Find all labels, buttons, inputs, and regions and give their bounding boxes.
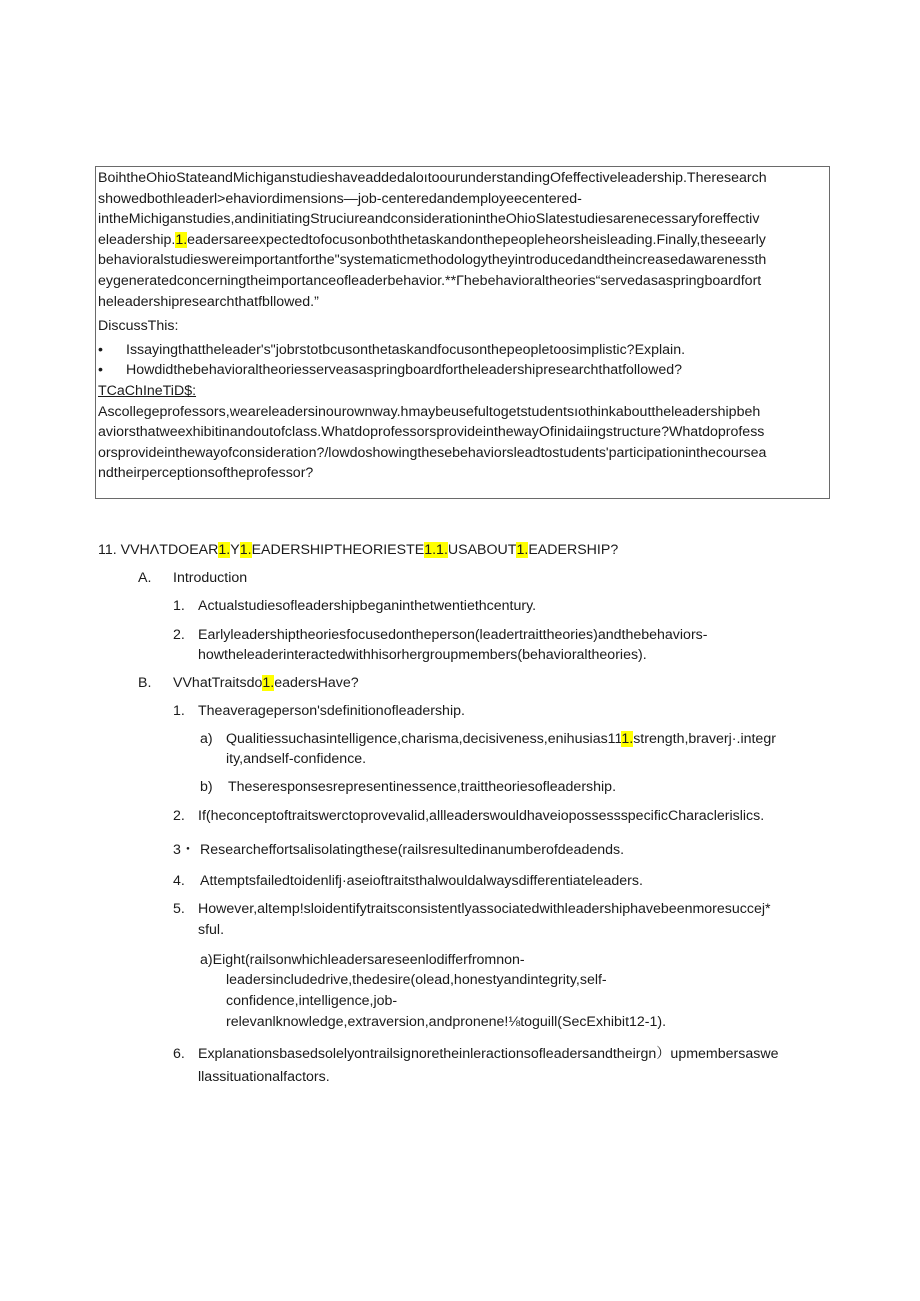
box-line: behavioralstudieswereimportantforthe"systematicmethodologytheyintroducedandtheincreasedawarenessth [98, 252, 767, 269]
item-number: 5. [173, 901, 185, 917]
discussion-box [95, 166, 830, 499]
tips-line: Ascollegeprofessors,weareleadersinourownway.hmaybeusefultogetstudentsıothinkabouttheleadershipbeh [98, 403, 761, 420]
outline-item: Attemptsfailedtoidenlifj·aseioftraitsthalwouldalwaysdifferentiateleaders. [200, 873, 643, 889]
box-text: eadersareexpectedtofocusonboththetaskandonthepeopleheorsheisleading.Finally,theseearly [187, 231, 766, 248]
bullet-text: Issayingthattheleader's"jobrstotbcusonthetaskandfocusonthepeopletoosimplistic?Explain. [126, 341, 686, 358]
item-letter: b) [200, 779, 213, 795]
bullet-text: Howdidthebehavioraltheoriesserveasaspringboardfortheleadershipresearchthatfollowed? [126, 362, 683, 379]
outline-item: If(heconceptoftraitswerctoprovevalid,allleaderswouldhaveiopossessspecificCharaclerislics. [198, 808, 765, 824]
outline-item-cont: sful. [198, 922, 225, 938]
discuss-bullet [98, 340, 827, 361]
heading-text: EADERSHIPTHEORIESTE [251, 542, 425, 558]
box-line: BoihtheOhioStateandMichiganstudieshaveaddedaloıtoourunderstandingOfeffectiveleadership.Theresearch [98, 170, 767, 186]
outline-subitem-cont: relevanlknowledge,extraversion,andpronene!⅛toguill(SecExhibit12-1). [226, 1014, 667, 1030]
outline-item: Earlyleadershiptheoriesfocusedontheperson(leadertraittheories)andthebehaviors- [198, 627, 708, 643]
heading-text: VVHΛTDOEAR [120, 542, 219, 558]
box-line: intheMichiganstudies,andinitiatingStruciureandconsiderationintheOhioSlatestudiesarenecessaryforeffectiv [98, 211, 760, 228]
highlight: 1. [175, 231, 188, 248]
outline-item: Theaverageperson'sdefinitionofleadership. [198, 703, 465, 719]
box-line: heleadershipresearchthatfbllowed.” [98, 293, 319, 310]
outline-subitem: a)Eight(railsonwhichleadersareseenlodifferfromnon- [200, 952, 525, 968]
item-number: 1. [173, 703, 185, 719]
outline-subitem-cont: confidence,intelligence,job- [226, 993, 398, 1009]
item-number: 6. [173, 1046, 185, 1062]
heading-text: eadersHave? [274, 675, 359, 691]
heading-text: USABOUT [447, 542, 517, 558]
item-number: 3・ [173, 842, 196, 858]
outline-item: Explanationsbasedsolelyontrailsignoretheinleractionsofleadersandtheirgn）upmembersaswe [198, 1046, 779, 1062]
item-text: strength,braverj·.integr [633, 731, 776, 747]
highlight: 1. [218, 542, 231, 558]
bullet-dot: • [98, 362, 103, 379]
outline-item: However,altemp!sloidentifytraitsconsistentlyassociatedwithleadershiphavebeenmoresuccej* [198, 901, 771, 917]
heading-text: VVhatTraitsdo [173, 675, 263, 691]
outline-subitem [226, 729, 776, 750]
highlight: 1. [239, 542, 252, 558]
highlight: 1.1. [424, 542, 448, 558]
item-number: 2. [173, 808, 185, 824]
outline-subitem: Theseresponsesrepresentinessence,traittheoriesofleadership. [228, 779, 617, 795]
item-letter: a) [200, 731, 213, 747]
highlight: 1. [621, 731, 634, 747]
box-line: eygeneratedconcerningtheimportanceofleaderbehavior.**Γhebehavioraltheories“servedasaspringboardfort [98, 272, 762, 289]
outline-item-cont: llassituationalfactors. [198, 1069, 330, 1085]
discuss-bullet [98, 360, 827, 381]
item-number: 1. [173, 598, 185, 614]
outline-heading-a: Introduction [173, 570, 248, 586]
outline-heading-b [173, 673, 359, 694]
outline-subitem-cont: ity,andself-confidence. [226, 751, 367, 767]
heading-text: EADERSHIP? [528, 542, 619, 558]
box-line [98, 230, 827, 251]
item-text: Qualitiessuchasintelligence,charisma,decisiveness,enihusias11 [226, 731, 622, 747]
outline-label: B. [138, 675, 152, 691]
outline-subitem-cont: leadersincludedrive,thedesire(olead,honestyandintegrity,self- [226, 972, 607, 988]
box-text: eleadership. [98, 231, 176, 248]
highlight: 1. [516, 542, 529, 558]
tips-line: orsprovideinthewayofconsideration?/lowdoshowingthesebehaviorsleadtostudents'participationinthecoursea [98, 444, 767, 461]
heading-text: Y [230, 542, 240, 558]
item-number: 4. [173, 873, 185, 889]
highlight: 1. [262, 675, 275, 691]
item-number: 2. [173, 627, 185, 643]
tips-line: aviorsthatweexhibitinandoutofclass.WhatdoprofessorsprovideinthewayOfinidaiingstructure?Whatdoprofess [98, 424, 765, 441]
outline-item-cont: howtheleaderinteractedwithhisorhergroupmembers(behavioraltheories). [198, 647, 647, 663]
box-paragraph [98, 168, 827, 312]
bullet-dot: • [98, 341, 103, 358]
outline-label: A. [138, 570, 152, 586]
section-heading [98, 540, 618, 561]
outline-item: Researcheffortsalisolatingthese(railsresultedinanumberofdeadends. [200, 842, 625, 858]
discuss-title: DiscussThis: [98, 318, 179, 335]
tips-line: ndtheirperceptionsoftheprofessor? [98, 465, 314, 482]
outline-item: Actualstudiesofleadershipbeganinthetwentiethcentury. [198, 598, 537, 614]
box-line: showedbothleaderl>ehaviordimensions—job-centeredandemployeecentered- [98, 190, 582, 207]
teaching-tips-title: TCaChIneTiD$: [98, 382, 197, 399]
heading-number: 11. [98, 542, 117, 558]
